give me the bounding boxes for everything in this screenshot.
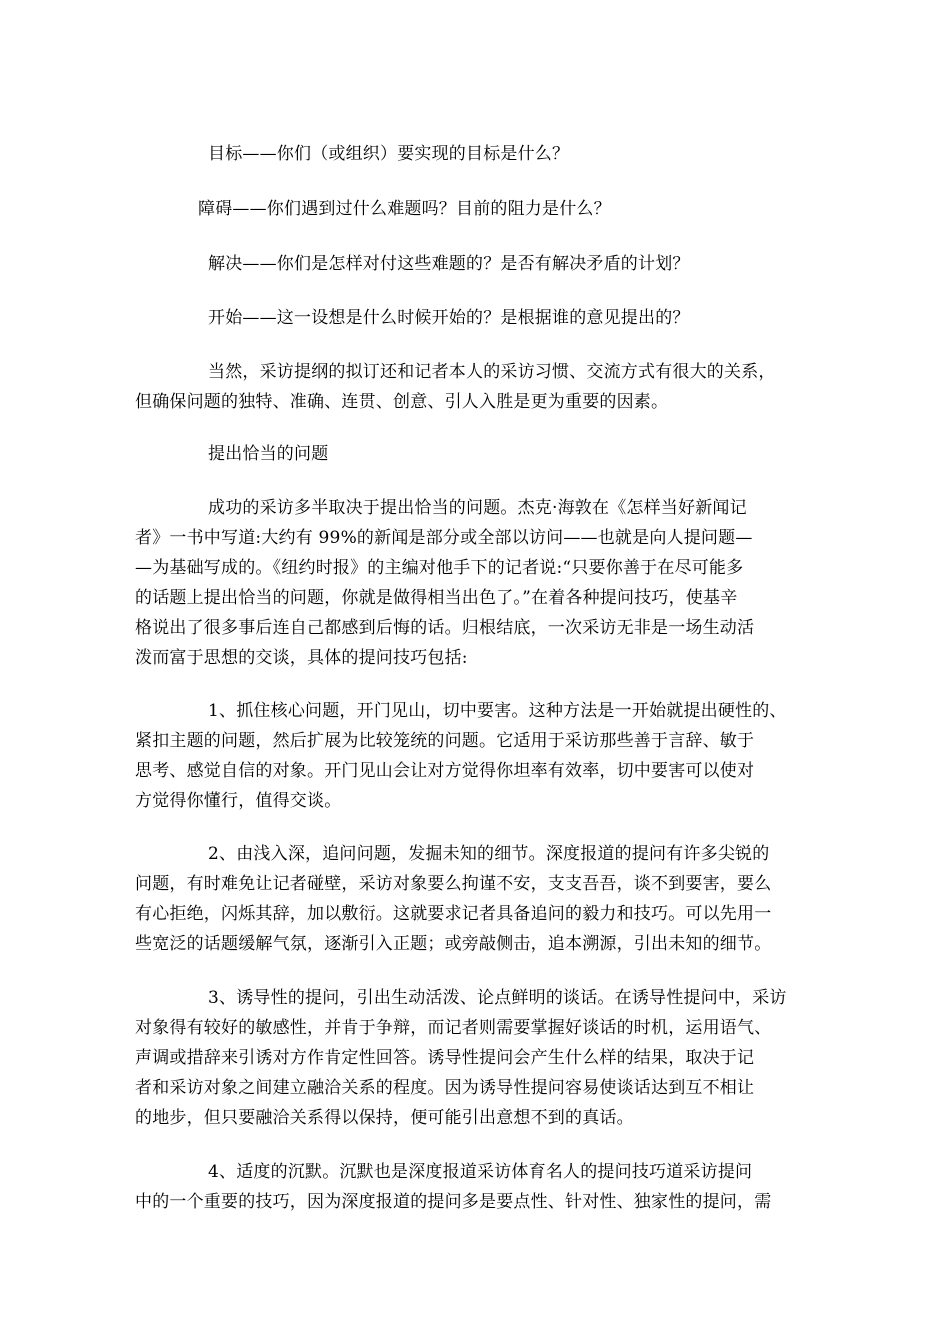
paragraph-1-line: 方觉得你懂行，值得交谈。 [135, 791, 342, 811]
paragraph-3-line: 者和采访对象之间建立融洽关系的程度。因为诱导性提问容易使谈话达到互不相让 [135, 1078, 755, 1098]
list-item-solution: 解决——你们是怎样对付这些难题的？是否有解决矛盾的计划？ [208, 254, 690, 274]
paragraph-4-line: 4、适度的沉默。沉默也是深度报道采访体育名人的提问技巧道采访提问 [208, 1162, 753, 1182]
list-item-start: 开始——这一设想是什么时候开始的？是根据谁的意见提出的？ [208, 308, 690, 328]
paragraph-intro-line: 格说出了很多事后连自己都感到后悔的话。归根结底，一次采访无非是一场生动活 [135, 618, 755, 638]
paragraph-1-line: 1、抓住核心问题，开门见山，切中要害。这种方法是一开始就提出硬性的、 [208, 701, 787, 721]
paragraph-intro-line: 的话题上提出恰当的问题，你就是做得相当出色了。”在着各种提问技巧，使基辛 [135, 588, 738, 608]
paragraph-intro-line: —为基础写成的。《纽约时报》的主编对他手下的记者说:“只要你善于在尽可能多 [135, 558, 744, 578]
paragraph-3-line: 对象得有较好的敏感性，并肯于争辩，而记者则需要掌握好谈话的时机，运用语气、 [135, 1018, 772, 1038]
paragraph-2-line: 些宽泛的话题缓解气氛，逐渐引入正题；或旁敲侧击，追本溯源，引出未知的细节。 [135, 934, 772, 954]
paragraph-2-line: 有心拒绝，闪烁其辞，加以敷衍。这就要求记者具备追问的毅力和技巧。可以先用一 [135, 904, 772, 924]
list-item-obstacle: 障碍——你们遇到过什么难题吗？目前的阻力是什么？ [198, 199, 611, 219]
paragraph-3-line: 的地步，但只要融洽关系得以保持，便可能引出意想不到的真话。 [135, 1108, 634, 1128]
paragraph-note-line: 但确保问题的独特、准确、连贯、创意、引人入胜是更为重要的因素。 [135, 392, 669, 412]
paragraph-3-line: 声调或措辞来引诱对方作肯定性回答。诱导性提问会产生什么样的结果，取决于记 [135, 1048, 755, 1068]
paragraph-intro-line: 者》一书中写道:大约有 99%的新闻是部分或全部以访问——也就是向人提问题— [135, 528, 753, 548]
paragraph-4-line: 中的一个重要的技巧，因为深度报道的提问多是要点性、针对性、独家性的提问，需 [135, 1192, 772, 1212]
section-heading: 提出恰当的问题 [208, 444, 329, 464]
paragraph-2-line: 2、由浅入深，追问问题，发掘未知的细节。深度报道的提问有许多尖锐的 [208, 844, 770, 864]
paragraph-note-line: 当然，采访提纲的拟订还和记者本人的采访习惯、交流方式有很大的关系， [208, 362, 776, 382]
paragraph-1-line: 思考、感觉自信的对象。开门见山会让对方觉得你坦率有效率，切中要害可以使对 [135, 761, 755, 781]
list-item-goal: 目标——你们（或组织）要实现的目标是什么？ [208, 144, 570, 164]
paragraph-intro-line: 成功的采访多半取决于提出恰当的问题。杰克·海敦在《怎样当好新闻记 [208, 498, 747, 518]
paragraph-intro-line: 泼而富于思想的交谈，具体的提问技巧包括: [135, 648, 468, 668]
paragraph-1-line: 紧扣主题的问题，然后扩展为比较笼统的问题。它适用于采访那些善于言辞、敏于 [135, 731, 755, 751]
paragraph-2-line: 问题，有时难免让记者碰壁，采访对象要么拘谨不安，支支吾吾，谈不到要害，要么 [135, 874, 772, 894]
paragraph-3-line: 3、诱导性的提问，引出生动活泼、论点鲜明的谈话。在诱导性提问中，采访 [208, 988, 787, 1008]
